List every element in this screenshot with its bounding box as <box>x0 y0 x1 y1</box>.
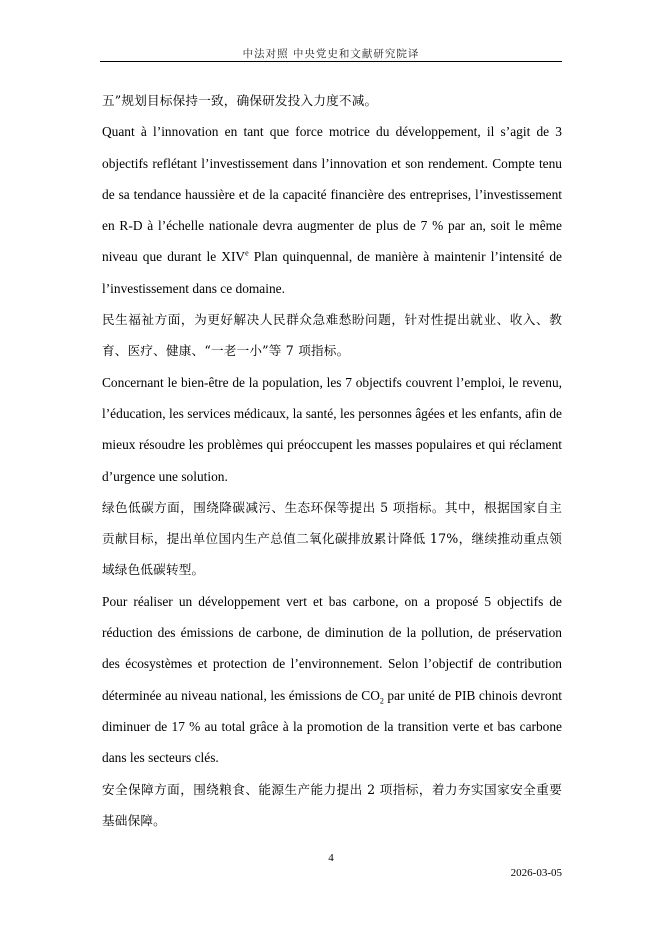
paragraph-fr-green <box>102 586 562 774</box>
paragraph-text: Pour réaliser un développement vert et bas carbone, on a proposé 5 objectifs de réduction des émissions de carbone, de diminution de la pollution, de préservation des écosystèmes et protection de l’environnement. Selon l’objectif de contribution déterminée au niveau national, les émissions de CO <box>102 593 562 703</box>
paragraph-zh-green <box>102 492 562 586</box>
paragraph-zh-security <box>102 774 562 837</box>
header-rule <box>100 61 562 62</box>
paragraph-text: Concernant le bien-être de la population, les 7 objectifs couvrent l’emploi, le revenu, l’éducation, les services médicaux, la santé, les personnes âgées et les enfants, afin de mieux résoudre les problèmes qui préoccupent les masses populaires et qui réclament d’urgence une solution. <box>102 374 562 484</box>
paragraph-fr-wellbeing <box>102 367 562 492</box>
body-text <box>102 85 562 836</box>
running-header: 中法对照 中央党史和文献研究院译 <box>242 48 420 60</box>
paragraph-text: 安全保障方面，围绕粮食、能源生产能力提出 2 项指标，着力夯实国家安全重要基础保障。 <box>102 781 562 828</box>
paragraph-fr-innovation <box>102 116 562 304</box>
paragraph-text-tail: Plan quinquennal, de manière à maintenir l’intensité de l’investissement dans ce domaine. <box>102 249 562 296</box>
paragraph-text: 绿色低碳方面，围绕降碳减污、生态环保等提出 5 项指标。其中，根据国家自主贡献目标，提出单位国内生产总值二氧化碳排放累计降低 17%，继续推动重点领域绿色低碳转型。 <box>102 499 562 578</box>
subscript-2: 2 <box>379 696 384 706</box>
paragraph-text-tail: par unité de PIB chinois devront diminuer de 17 % au total grâce à la promotion de la transition verte et bas carbone dans les secteurs clés. <box>102 687 562 766</box>
footer-date: 2026-03-05 <box>510 867 562 879</box>
page-number: 4 <box>328 852 334 864</box>
paragraph-zh-wellbeing <box>102 304 562 367</box>
paragraph-text: Quant à l’innovation en tant que force motrice du développement, il s’agit de 3 objectifs reflétant l’investissement dans l’innovation et son rendement. Compte tenu de sa tendance haussière et de la capacité financière des entreprises, l’investissement en R-D à l’échelle nationale devra augmenter de plus de 7 % par an, soit le même niveau que durant le XIV <box>102 124 562 265</box>
paragraph-text: 五”规划目标保持一致，确保研发投入力度不减。 <box>102 93 378 108</box>
paragraph-text: 民生福祉方面，为更好解决人民群众急难愁盼问题，针对性提出就业、收入、教育、医疗、健康、“一老一小”等 7 项指标。 <box>102 312 562 359</box>
superscript-e: e <box>245 249 249 259</box>
paragraph-zh-1 <box>102 85 562 116</box>
